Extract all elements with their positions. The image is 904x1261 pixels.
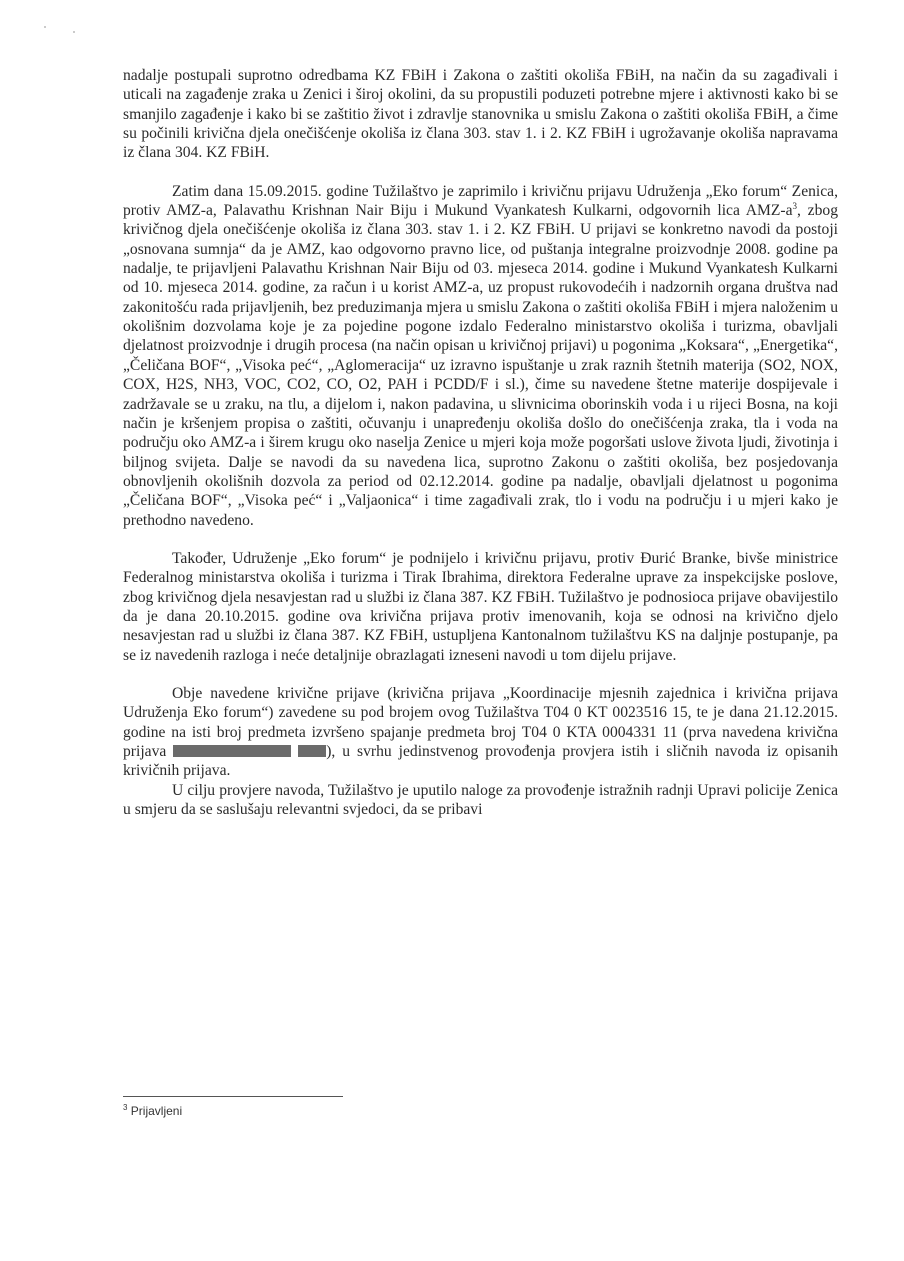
paragraph-4-text-a: Obje navedene krivične prijave (krivična prijava „Koordinacije mjesnih zajednica i krivična prijava Udruženja Eko forum“) zavedene su pod brojem ovog Tužilaštva T04 0 KT 0023516 15, te je dana 21.12.2015. godine na isti broj predmeta izvršeno spajanje predmeta broj T04 0 KTA 0004331 11 (prva navedena krivična prijava — [123, 684, 838, 760]
document-page — [123, 66, 838, 819]
redaction-block — [173, 745, 291, 757]
footnote-ref: 3 — [792, 200, 798, 211]
paragraph-4 — [123, 684, 838, 781]
scan-speck — [44, 26, 46, 28]
footnote — [123, 1104, 182, 1118]
paragraph-3: Također, Udruženje „Eko forum“ je podnijelo i krivičnu prijavu, protiv Đurić Branke, bivše ministrice Federalnog ministarstva okoliša i turizma i Tirak Ibrahima, direktora Federalne uprave za inspekcijske poslove, zbog krivičnog djela nesavjestan rad u službi iz člana 387. KZ FBiH. Tužilaštvo je podnosioca prijave obavijestilo da je dana 20.10.2015. godine ova krivična prijava protiv imenovanih, koja se odnosi na krivično djelo nesavjestan rad u službi iz člana 387. KZ FBiH, ustupljena Kantonalnom tužilaštvu KS na daljnje postupanje, pa se iz navedenih razloga i neće detaljnije obrazlagati izneseni navodi u tom dijelu prijave. — [123, 549, 838, 664]
footnote-divider — [123, 1096, 343, 1097]
scan-speck — [73, 31, 75, 33]
paragraph-1: nadalje postupali suprotno odredbama KZ FBiH i Zakona o zaštiti okoliša FBiH, na način da su zagađivali i uticali na zagađenje zraka u Zenici i široj okolini, da su propustili poduzeti potrebne mjere i aktivnosti kako bi se smanjilo zagađenje i kako bi se zaštitio život i zdravlje stanovnika u smislu Zakona o zaštiti okoliša FBiH, a čime su počinili krivična djela onečišćenje okoliša iz člana 303. stav 1. i 2. KZ FBiH i ugrožavanje okoliša napravama iz člana 304. KZ FBiH. — [123, 67, 838, 162]
paragraph-2-text-a: Zatim dana 15.09.2015. godine Tužilaštvo je zaprimilo i krivičnu prijavu Udruženja „Eko forum“ Zenica, protiv AMZ-a, Palavathu Krishnan Nair Biju i Mukund Vyankatesh Kulkarni, odgovornih lica AMZ-a — [123, 182, 838, 220]
paragraph-2 — [123, 182, 838, 530]
redaction-block — [298, 745, 326, 757]
paragraph-4-text-b: ), u svrhu jedinstvenog provođenja provjera istih i sličnih navoda iz opisanih krivičnih prijava. — [123, 743, 838, 780]
footnote-marker: 3 — [123, 1103, 128, 1112]
footnote-text: Prijavljeni — [130, 1104, 183, 1118]
paragraph-2-text-b: , zbog krivičnog djela onečišćenje okoliša iz člana 303. stav 1. i 2. KZ FBiH. U prijavi se konkretno navodi da postoji „osnovana sumnja“ da je AMZ, kao odgovorno pravno lice, od puštanja integralne proizvodnje 2008. godine pa nadalje, te prijavljeni Palavathu Krishnan Nair Biju od 03. mjeseca 2014. godine i Mukund Vyankatesh Kulkarni od 10. mjeseca 2014. godine, za račun i u korist AMZ-a, uz propust rukovodećih i nadzornih organa društva nad zakonitošću rada prijavljenih, bez preduzimanja mjera u smislu Zakona o zaštiti okoliša FBiH i mjera naloženim u okolišnim dozvolama koje je za pojedine pogone izdalo Federalno ministarstvo okoliša i turizma, obavljali djelatnost proizvodnje i drugih procesa (na način opisan u krivičnoj prijavi) u pogonima „Koksara“, „Energetika“, „Čeličana BOF“, „Visoka peć“, „Aglomeracija“ uz izravno ispuštanje u zrak raznih štetnih materija (SO2, NOX, COX, H2S, NH3, VOC, CO2, CO, O2, PAH i PCDD/F i sl.), čime su navedene štetne materije dospijevale i zadržavale se u zraku, na tlu, a dijelom i, nakon padavina, u slivnicima oborinskih voda i u rijeci Bosna, na koji način je kršenjem propisa o zaštiti, očuvanju i unapređenju okoliša došlo do onečišćenja zraka, tla i voda na području oko AMZ-a i širem krugu oko naselja Zenice u mjeri koja može pogoršati uslove života ljudi, životinja i biljnog svijeta. Dalje se navodi da su navedena lica, suprotno Zakonu o zaštiti okoliša, bez posjedovanja obnovljenih okolišnih dozvola za period od 02.12.2014. godine pa nadalje, obavljali djelatnost u pogonima „Čeličana BOF“, „Visoka peć“ i „Valjaonica“ i time zagađivali zrak, tlo i vodu na području i u mjeri kako je prethodno navedeno. — [123, 202, 838, 529]
paragraph-5: U cilju provjere navoda, Tužilaštvo je uputilo naloge za provođenje istražnih radnji Upravi policije Zenica u smjeru da se saslušaju relevantni svjedoci, da se pribavi — [123, 781, 838, 819]
